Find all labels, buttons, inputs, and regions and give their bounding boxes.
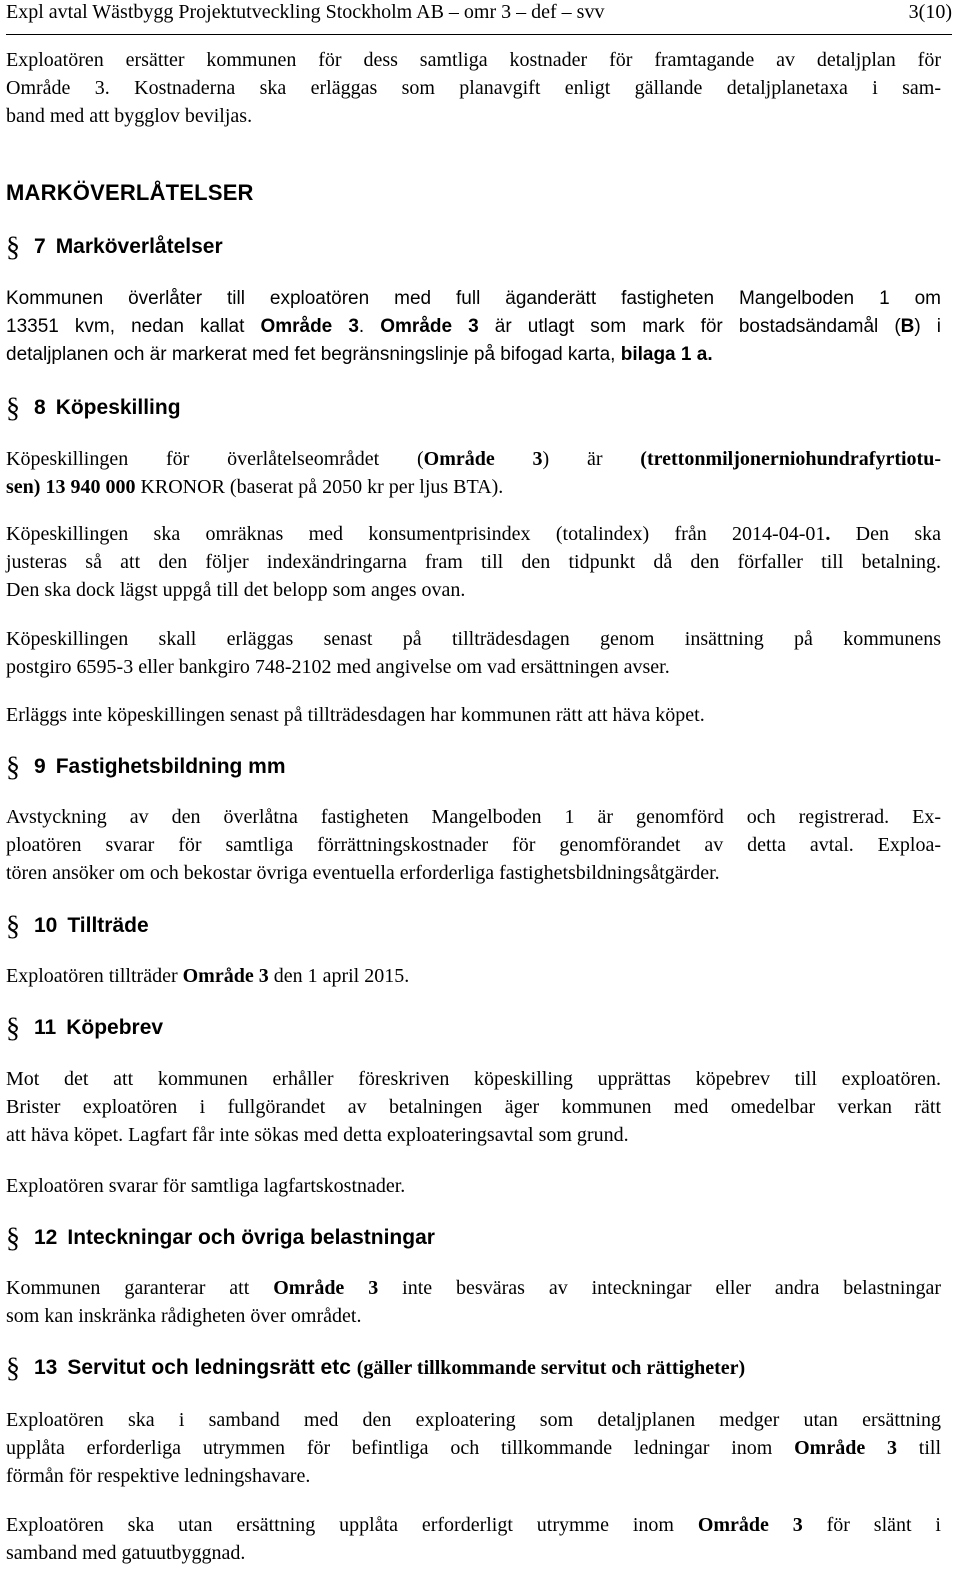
section-title: Köpebrev: [66, 1016, 164, 1039]
section-7-heading: [6, 232, 223, 262]
section-sign: §: [6, 232, 20, 263]
body-line: Köpeskillingen skall erläggas senast på tillträdesdagen genom insättning på kommunens: [6, 628, 941, 650]
header-divider: [6, 34, 952, 35]
body-line: Avstyckning av den överlåtna fastigheten Mangelboden 1 är genomförd och registrerad. Ex-: [6, 806, 941, 828]
intro-line: band med att bygglov beviljas.: [6, 105, 253, 127]
section-8-heading: [6, 393, 181, 423]
body-line: Kommunen garanterar att Område 3 inte besväras av inteckningar eller andra belastningar: [6, 1277, 942, 1299]
section-13-paragraph-1: [6, 1406, 941, 1490]
section-sign: §: [6, 1013, 20, 1044]
section-11-paragraph-1: [6, 1065, 941, 1149]
section-title: Inteckningar och övriga belastningar: [67, 1226, 435, 1249]
section-11-paragraph-2: [6, 1172, 941, 1200]
section-number: 12: [34, 1226, 58, 1249]
section-11-heading: [6, 1013, 163, 1043]
body-line: ploatören svarar för samtliga förrättningskostnader för genomförandet av detta avtal. Exploa-: [6, 834, 941, 856]
body-line: som kan inskränka rådigheten över området.: [6, 1305, 362, 1327]
section-8-paragraph-3: [6, 625, 941, 681]
intro-line: Exploatören ersätter kommunen för dess samtliga kostnader för framtagande av detaljplan för: [6, 49, 941, 71]
section-title: Marköverlåtelser: [55, 235, 223, 258]
body-line: upplåta erforderliga utrymmen för befintliga och tillkommande ledningar inom Område 3 till: [6, 1437, 942, 1459]
body-line: Exploatören ska utan ersättning upplåta erforderligt utrymme inom Område 3 för slänt i: [6, 1514, 941, 1536]
body-line: Erläggs inte köpeskillingen senast på tillträdesdagen har kommunen rätt att häva köpet.: [6, 704, 705, 726]
section-8-paragraph-2: [6, 520, 941, 604]
body-line: Brister exploatören i fullgörandet av betalningen äger kommunen med omedelbar verkan rätt: [6, 1096, 941, 1118]
section-sign: §: [6, 752, 20, 783]
section-12-body: [6, 1274, 941, 1330]
section-subtitle: (gäller tillkommande servitut och rättigheter): [356, 1357, 746, 1379]
section-12-heading: [6, 1223, 435, 1253]
body-line: Mot det att kommunen erhåller föreskriven köpeskilling upprättas köpebrev till exploatören.: [6, 1068, 941, 1090]
section-13-paragraph-2: [6, 1511, 941, 1567]
section-7-body: [6, 285, 941, 369]
section-title: Servitut och ledningsrätt etc: [67, 1356, 351, 1379]
section-9-body: [6, 803, 941, 887]
section-number: 13: [34, 1356, 58, 1379]
body-line: sen) 13 940 000 KRONOR (baserat på 2050 kr per ljus BTA).: [6, 476, 504, 498]
section-9-heading: [6, 752, 286, 782]
section-sign: §: [6, 393, 20, 424]
section-sign: §: [6, 911, 20, 942]
section-sign: §: [6, 1223, 20, 1254]
section-title: Köpeskilling: [55, 396, 181, 419]
section-title: Fastighetsbildning mm: [55, 755, 286, 778]
body-line: att häva köpet. Lagfart får inte sökas med detta exploateringsavtal som grund.: [6, 1124, 629, 1146]
section-sign: §: [6, 1353, 20, 1384]
section-number: 10: [34, 914, 58, 937]
section-13-heading: [6, 1353, 745, 1383]
body-line: Exploatören tillträder Område 3 den 1 april 2015.: [6, 965, 410, 987]
section-8-paragraph-1: [6, 445, 941, 501]
document-title: Expl avtal Wästbygg Projektutveckling Stockholm AB – omr 3 – def – svv: [6, 1, 605, 23]
body-line: Exploatören svarar för samtliga lagfartskostnader.: [6, 1175, 406, 1197]
section-number: 7: [34, 235, 46, 258]
body-line: Kommunen överlåter till exploatören med full äganderätt fastigheten Mangelboden 1 om: [6, 288, 941, 309]
main-heading: MARKÖVERLÅTELSER: [6, 180, 254, 205]
section-10-body: [6, 962, 941, 990]
body-line: samband med gatuutbyggnad.: [6, 1542, 246, 1564]
section-8-paragraph-4: [6, 701, 941, 729]
body-line: Köpeskillingen för överlåtelseområdet (Område 3) är (trettonmiljonerniohundrafyrtiotu-: [6, 448, 941, 470]
section-title: Tillträde: [67, 914, 149, 937]
body-line: Exploatören ska i samband med den exploatering som detaljplanen medger utan ersättning: [6, 1409, 941, 1431]
body-line: justeras så att den följer indexändringarna fram till den tidpunkt då den förfaller till betalning.: [6, 551, 941, 573]
body-line: postgiro 6595-3 eller bankgiro 748-2102 med angivelse om vad ersättningen avser.: [6, 656, 670, 678]
section-number: 11: [34, 1016, 57, 1039]
intro-paragraph: [6, 46, 941, 130]
body-line: Köpeskillingen ska omräknas med konsumentprisindex (totalindex) från 2014-04-01. Den ska: [6, 523, 941, 545]
body-line: tören ansöker om och bekostar övriga eventuella erforderliga fastighetsbildningsåtgärder.: [6, 862, 720, 884]
page-header: [6, 0, 952, 28]
section-10-heading: [6, 911, 149, 941]
body-line: Den ska dock lägst uppgå till det belopp som anges ovan.: [6, 579, 466, 601]
page-number: 3(10): [908, 1, 952, 23]
section-number: 9: [34, 755, 46, 778]
section-number: 8: [34, 396, 46, 419]
body-line: detaljplanen och är markerat med fet begränsningslinje på bifogad karta, bilaga 1 a.: [6, 344, 713, 365]
intro-line: Område 3. Kostnaderna ska erläggas som planavgift enligt gällande detaljplanetaxa i sam-: [6, 77, 941, 99]
body-line: förmån för respektive ledningshavare.: [6, 1465, 311, 1487]
body-line: 13351 kvm, nedan kallat Område 3. Område 3 är utlagt som mark för bostadsändamål (B) i: [6, 316, 942, 337]
